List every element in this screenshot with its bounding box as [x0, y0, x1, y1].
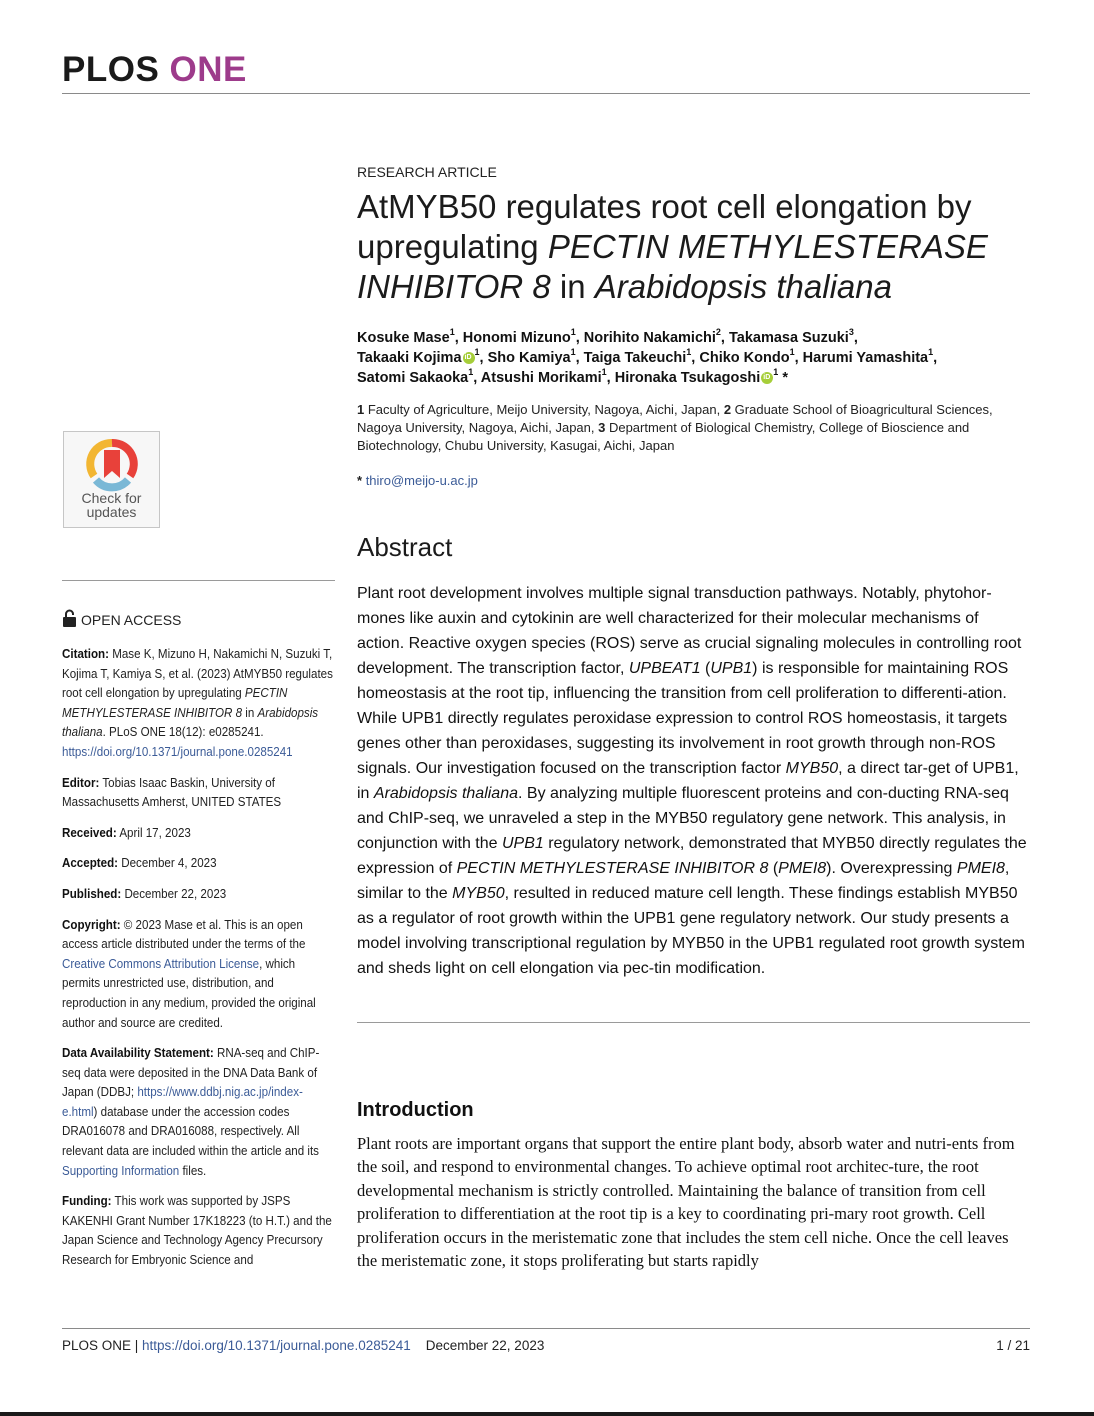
author-affiliation-sup: 1 — [468, 367, 474, 378]
author-separator: , — [691, 350, 700, 366]
author-separator: , — [794, 350, 803, 366]
affiliation-text: Department of Biological Chemistry, College of Bioscience and Biotechnology, Chubu University, Kasugai, Aichi, Japan — [357, 420, 970, 453]
author-separator: , — [933, 350, 938, 366]
abstract-italic: PECTIN METHYLESTERASE INHIBITOR 8 — [456, 860, 769, 877]
open-access-text: OPEN ACCESS — [81, 612, 182, 628]
author-name[interactable]: Atsushi Morikami — [480, 370, 602, 386]
funding-label: Funding: — [62, 1194, 112, 1209]
citation-italic: PECTIN METHYLESTERASE INHIBITOR 8 — [62, 686, 288, 720]
author-name[interactable]: Chiko Kondo — [699, 350, 790, 366]
author-name[interactable]: Norihito Nakamichi — [583, 330, 716, 346]
license-link[interactable]: Creative Commons Attribution License — [62, 956, 260, 971]
citation-text: . PLoS ONE 18(12): e0285241. — [102, 725, 264, 740]
accepted-block — [62, 854, 336, 874]
author-name[interactable]: Satomi Sakaoka — [357, 370, 469, 386]
abstract-italic: MYB50 — [452, 885, 505, 902]
abstract-heading: Abstract — [357, 532, 453, 562]
author-name[interactable]: Sho Kamiya — [487, 350, 571, 366]
check-for-updates-badge[interactable] — [63, 431, 160, 528]
copyright-label: Copyright: — [62, 917, 121, 932]
author-name[interactable]: Harumi Yamashita — [802, 350, 929, 366]
funding-text: This work was supported by JSPS KAKENHI Grant Number 17K18223 (to H.T.) and the Japan Science and Technology Agency Precursory Research for Embryonic Science and — [62, 1194, 332, 1268]
author-name[interactable]: Takamasa Suzuki — [728, 330, 849, 346]
article-info-sidebar — [62, 645, 336, 1282]
page-bottom-edge — [0, 1412, 1094, 1416]
title-line-1: AtMYB50 regulates root cell elongation by — [357, 188, 972, 225]
author-affiliation-sup: 1 — [773, 367, 779, 378]
badge-line-1: Check for — [81, 490, 142, 506]
footer-journal: PLOS ONE | — [62, 1338, 143, 1353]
copyright-block — [62, 916, 336, 1034]
citation-label: Citation: — [62, 647, 109, 661]
author-separator: , — [853, 330, 858, 346]
open-access-label — [62, 609, 181, 628]
author-affiliation-sup: 1 — [789, 347, 795, 358]
citation-text: Mase K, Mizuno H, Nakamichi N, Suzuki T, Kojima T, Kamiya S, et al. (2023) AtMYB50 regulates root cell elongation by upregulating — [62, 647, 333, 701]
accepted-date: December 4, 2023 — [118, 856, 217, 871]
author-name[interactable]: Kosuke Mase — [357, 330, 450, 346]
abstract-text: ( — [768, 860, 779, 877]
data-availability-text: files. — [179, 1163, 207, 1178]
author-separator: , — [575, 350, 584, 366]
journal-logo[interactable] — [62, 50, 247, 90]
title-italic: Arabidopsis thaliana — [594, 268, 892, 305]
header-divider — [62, 93, 1030, 94]
citation-italic: Arabidopsis thaliana — [62, 705, 319, 740]
author-separator: , — [479, 350, 488, 366]
author-separator: , — [606, 370, 615, 386]
footer-date: December 22, 2023 — [425, 1338, 545, 1353]
editor-block — [62, 774, 336, 813]
abstract-italic: UPB1 — [501, 835, 544, 852]
author-affiliation-sup: 1 — [928, 347, 934, 358]
author-affiliation-sup: 1 — [474, 347, 480, 358]
abstract-italic: UPBEAT1 — [628, 660, 701, 677]
citation-doi-link[interactable]: https://doi.org/10.1371/journal.pone.0285241 — [62, 744, 293, 759]
data-availability-text: RNA-seq and ChIP-seq data were deposited in the DNA Data Bank of Japan (DDBJ; — [62, 1046, 320, 1100]
abstract-text: regulatory network, demonstrated that MYB50 directly regulates the expression of — [357, 835, 1027, 877]
published-date: December 22, 2023 — [121, 886, 227, 901]
author-separator: * — [778, 370, 788, 386]
abstract-text: , resulted in reduced mature cell length. These findings establish MYB50 as a regulator of root growth within the UPB1 gene regulatory network. Our study presents a model involving transcriptional regulation by MYB50 in the UPB1 regulated root growth system and sheds light on cell elongation via pec-tin modification. — [357, 885, 1025, 977]
citation-text: in — [242, 705, 258, 720]
abstract-italic: Arabidopsis thaliana — [373, 785, 518, 802]
author-separator: , — [473, 370, 481, 386]
abstract-italic: PMEI8 — [778, 860, 827, 877]
badge-line-2: updates — [86, 504, 137, 520]
author-name[interactable]: Taiga Takeuchi — [583, 350, 687, 366]
data-availability-text: ) database under the accession codes DRA016078 and DRA016088, respectively. All relevant data are included within the article and its — [62, 1104, 319, 1159]
copyright-text: , which permits unrestricted use, distribution, and reproduction in any medium, provided the original author and source are credited. — [62, 956, 316, 1030]
crossmark-icon — [84, 436, 140, 492]
orcid-icon[interactable] — [761, 372, 773, 384]
title-text: in — [550, 268, 595, 305]
author-affiliation-sup: 1 — [570, 347, 576, 358]
affiliation-number: 1 — [357, 402, 365, 417]
article-title — [357, 187, 1037, 307]
published-label: Published: — [62, 886, 122, 901]
abstract-text: , similar to the — [357, 860, 1010, 902]
footer-doi-link[interactable]: https://doi.org/10.1371/journal.pone.0285241 — [142, 1338, 411, 1353]
author-name[interactable]: Honomi Mizuno — [462, 330, 571, 346]
abstract-text: ). Overexpressing — [826, 860, 957, 877]
received-block — [62, 824, 336, 844]
abstract-body — [357, 581, 1030, 981]
editor-text: Tobias Isaac Baskin, University of Massachusetts Amherst, UNITED STATES — [62, 775, 282, 810]
abstract-italic: PMEI8 — [956, 860, 1005, 877]
accepted-label: Accepted: — [62, 856, 119, 871]
author-affiliation-sup: 2 — [715, 327, 721, 338]
author-affiliation-sup: 1 — [686, 347, 692, 358]
data-availability-block — [62, 1044, 336, 1181]
affiliation-text: Graduate School of Bioagricultural Sciences, Nagoya University, Nagoya, Aichi, Japan, — [357, 402, 993, 435]
author-affiliation-sup: 1 — [449, 327, 455, 338]
author-name[interactable]: Takaaki Kojima — [357, 350, 462, 366]
open-lock-icon — [62, 609, 77, 627]
author-name[interactable]: Hironaka Tsukagoshi — [614, 370, 761, 386]
copyright-text: © 2023 Mase et al. This is an open access article distributed under the terms of the — [62, 917, 306, 952]
abstract-italic: UPB1 — [710, 660, 753, 677]
author-affiliation-sup: 1 — [570, 327, 576, 338]
data-availability-label: Data Availability Statement: — [62, 1046, 214, 1061]
funding-block — [62, 1192, 336, 1270]
author-separator: , — [575, 330, 584, 346]
editor-label: Editor: — [62, 775, 100, 790]
corresponding-star: * — [357, 473, 363, 488]
supporting-info-link[interactable]: Supporting Information — [62, 1163, 180, 1178]
affiliations — [357, 401, 997, 455]
abstract-italic: MYB50 — [785, 760, 839, 777]
author-separator: , — [454, 330, 463, 346]
page-footer — [62, 1338, 544, 1353]
author-affiliation-sup: 1 — [601, 367, 607, 378]
title-text: upregulating — [357, 228, 548, 265]
abstract-text: Plant root development involves multiple signal transduction pathways. Notably, phytohor-mones like auxin and cytokinin are well characterized for their molecular mechanisms of action. Reactive oxygen species (ROS) serve as crucial signaling molecules in controlling root development. The transcription factor, — [357, 585, 1022, 677]
author-affiliation-sup: 3 — [848, 327, 854, 338]
abstract-text: ) is responsible for maintaining ROS homeostasis at the root tip, influencing the transition from cell proliferation to differenti-ation. While UPB1 directly regulates peroxidase expression to control ROS homeostasis, it targets genes other than peroxidases, suggesting its involvement in root growth through non-ROS signals. Our investigation focused on the transcription factor — [357, 660, 1009, 777]
citation-block — [62, 645, 336, 763]
logo-plos: PLOS — [62, 50, 160, 89]
title-italic: PECTIN METHYLESTERASE — [547, 228, 988, 265]
abstract-text: , a direct tar-get of UPB1, in — [357, 760, 1019, 802]
title-italic: INHIBITOR 8 — [357, 268, 551, 305]
affiliation-number: 3 — [598, 420, 606, 435]
article-type: RESEARCH ARTICLE — [357, 164, 497, 180]
abstract-divider — [357, 1022, 1030, 1023]
received-label: Received: — [62, 825, 117, 840]
published-block — [62, 885, 336, 905]
abstract-text: ( — [700, 660, 711, 677]
orcid-icon[interactable] — [463, 352, 475, 364]
affiliation-number: 2 — [723, 402, 732, 417]
author-list — [357, 328, 1037, 388]
ddbj-link[interactable]: https://www.ddbj.nig.ac.jp/index-e.html — [62, 1085, 303, 1119]
footer-divider — [62, 1328, 1030, 1329]
corresponding-author — [357, 473, 478, 488]
badge-label — [64, 491, 159, 519]
page-number: 1 / 21 — [996, 1338, 1030, 1353]
introduction-heading: Introduction — [357, 1099, 474, 1121]
logo-one: ONE — [169, 50, 247, 89]
sidebar-divider — [62, 580, 335, 581]
abstract-text: . By analyzing multiple fluorescent proteins and con-ducting RNA-seq and ChIP-seq, we unraveled a step in the MYB50 regulatory gene network. This analysis, in conjunction with the — [357, 785, 1009, 852]
author-separator: , — [720, 330, 729, 346]
corresponding-email-link[interactable]: thiro@meijo-u.ac.jp — [365, 473, 478, 488]
introduction-body: Plant roots are important organs that support the entire plant body, absorb water and nutri-ents from the soil, and respond to environmental changes. To achieve optimal root architec-ture, the root developmental mechanism is strictly controlled. Maintaining the balance of transition from cell proliferation to differentiation at the root tip is a key to coordinating pri-mary root growth. Cell proliferation occurs in the meristematic zone that includes the stem cell niche. Once the cell leaves the meristematic zone, it stops proliferating but starts rapidly — [357, 1134, 1015, 1271]
received-date: April 17, 2023 — [116, 825, 191, 840]
affiliation-text: Faculty of Agriculture, Meijo University, Nagoya, Aichi, Japan, — [364, 402, 724, 417]
